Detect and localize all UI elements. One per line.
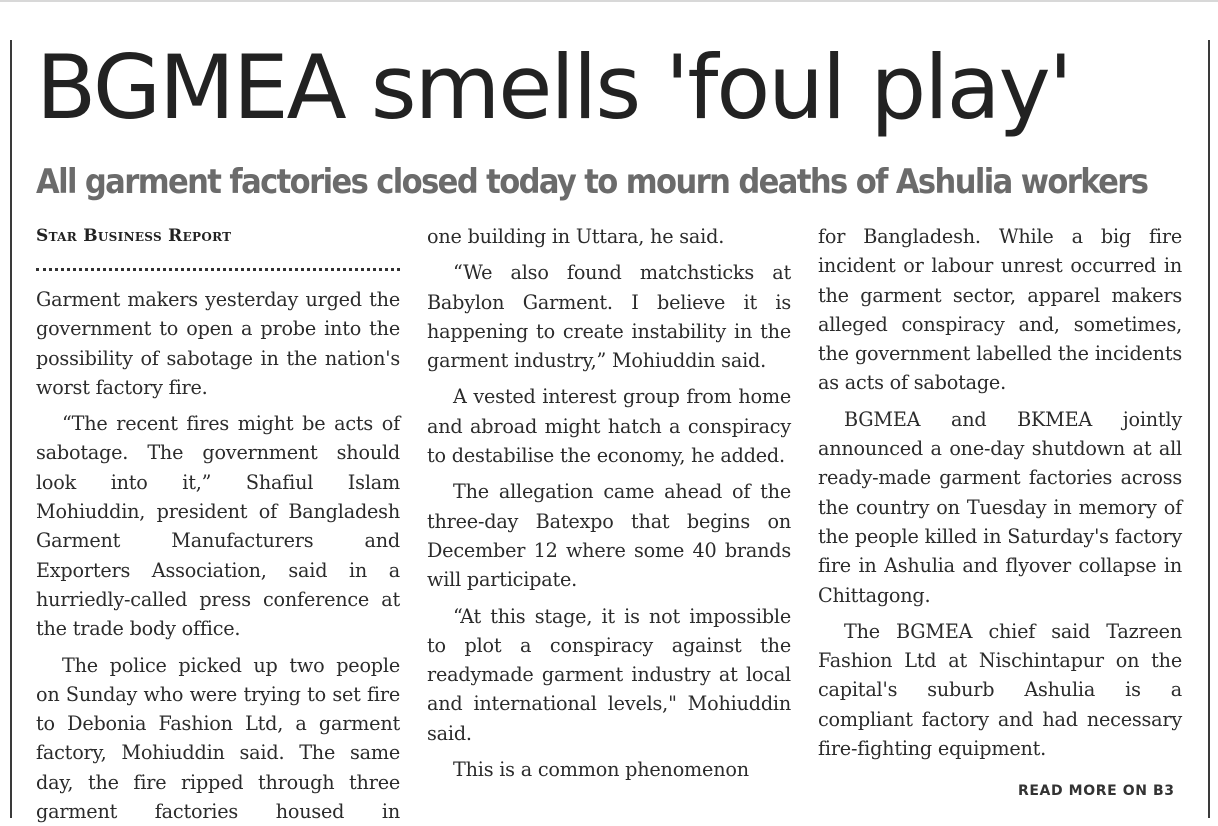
byline: Star Business Report bbox=[36, 226, 232, 246]
paragraph: The BGMEA chief said Tazreen Fashion Ltd at Nischintapur on the capital's suburb Ashulia is a compliant factory and had necessary fire-fighting equipment. bbox=[818, 619, 1182, 761]
paragraph: The police picked up two people on Sunday who were trying to set fire to Debonia Fashion Ltd, a garment factory, Mohiuddin said. The same day, the fire ripped through three garment factories housed in bbox=[36, 653, 400, 824]
paragraph: This is a common phenomenon bbox=[453, 758, 749, 782]
paragraph: Garment makers yesterday urged the government to open a probe into the possibility of sabotage in the nation's worst factory fire. bbox=[36, 288, 400, 399]
paragraph: “We also found matchsticks at Babylon Garment. I believe it is happening to create instability in the garment industry,” Mohiuddin said. bbox=[427, 261, 791, 373]
article-column-3 bbox=[818, 222, 1182, 763]
right-column-rule bbox=[1208, 40, 1210, 818]
article-column-1 bbox=[36, 222, 400, 826]
byline-divider bbox=[36, 268, 400, 271]
subheadline: All garment factories closed today to mourn deaths of Ashulia workers bbox=[36, 162, 1148, 202]
left-column-rule bbox=[10, 40, 12, 818]
continuation-link[interactable]: READ MORE ON B3 bbox=[1018, 783, 1175, 799]
paragraph: “The recent fires might be acts of sabotage. The government should look into it,” Shafiul Islam Mohiuddin, president of Bangladesh Garment Manufacturers and Exporters Association, said in a hurriedly-called press conference at the trade body office. bbox=[36, 412, 400, 641]
headline: BGMEA smells 'foul play' bbox=[36, 36, 1071, 139]
paragraph: “At this stage, it is not impossible to plot a conspiracy against the readymade garment industry at local and international levels," Mohiuddin said. bbox=[427, 604, 791, 745]
paragraph: one building in Uttara, he said. bbox=[427, 225, 725, 248]
top-border bbox=[0, 0, 1218, 2]
paragraph: for Bangladesh. While a big fire incident or labour unrest occurred in the garment sector, apparel makers alleged conspiracy and, sometimes, the government labelled the incidents as acts of sabotage. bbox=[818, 225, 1182, 395]
paragraph: The allegation came ahead of the three-day Batexpo that begins on December 12 where some 40 brands will participate. bbox=[427, 480, 791, 592]
paragraph: BGMEA and BKMEA jointly announced a one-day shutdown at all ready-made garment factories across the country on Tuesday in memory of the people killed in Saturday's factory fire in Ashulia and flyover collapse in Chittagong. bbox=[818, 407, 1182, 607]
paragraph: A vested interest group from home and abroad might hatch a conspiracy to destabilise the economy, he added. bbox=[427, 385, 791, 468]
article-column-2 bbox=[427, 222, 791, 784]
